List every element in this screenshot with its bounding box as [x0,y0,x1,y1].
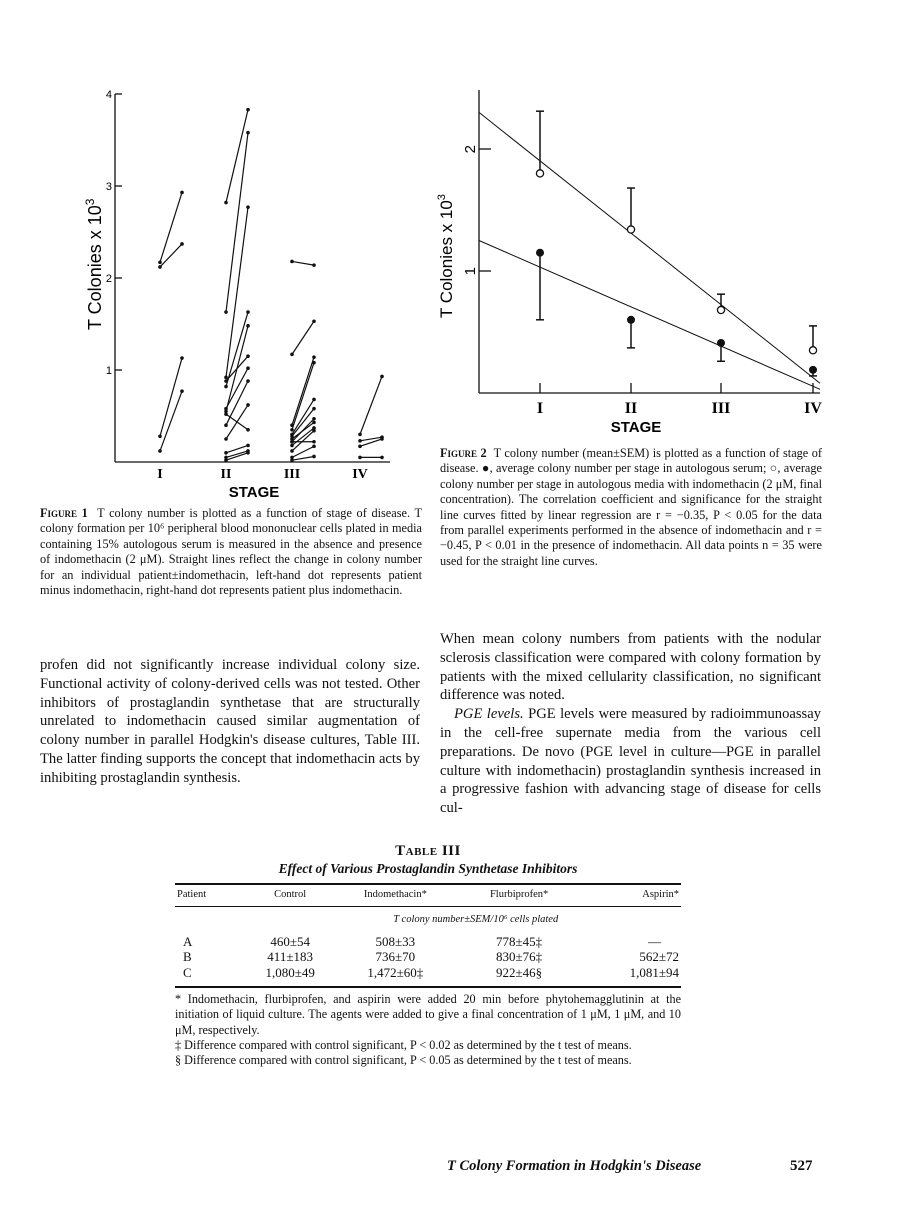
figure-2-x-axis-label: STAGE [610,419,662,436]
y-tick-label: 2 [462,145,479,154]
table-row [175,934,681,950]
figure-2-caption-label: Figure 2 [440,446,487,460]
open-circle-marker [717,306,724,313]
figure-2-plot [430,80,850,440]
y-tick-label: 1 [105,365,112,377]
y-tick-label: 4 [105,89,112,101]
body-paragraph: When mean colony numbers from patients with the nodular sclerosis classification were compared with colony formation by patients with the mixed cellularity classification, no significant difference was noted. [440,631,821,704]
figure-1-x-axis-label: STAGE [228,484,280,500]
regression-line [479,112,820,383]
table-footnotes [175,992,681,1068]
filled-circle-marker [536,249,544,257]
cell-indomethacin: 508±33 [375,933,416,949]
patient-pair-line [358,375,384,437]
filled-circle-marker [627,316,635,324]
patient-pair-line [358,456,384,460]
figure-1-y-axis-label: T Colonies x $10^3$ [83,198,105,330]
x-tick-label-stage-IV: IV [804,400,822,417]
regression-line [479,241,820,390]
figure-1-caption-label: Figure 1 [40,506,88,520]
figure-2 [430,80,850,440]
cell-flurbiprofen: 830±76‡ [496,949,543,964]
x-tick-label-stage-III: III [283,467,301,482]
x-tick-label-stage-I: I [536,400,544,417]
footnote: ‡ Difference compared with control significant, P < 0.02 as determined by the t test of means. [175,1037,632,1052]
column-header: Control [274,889,307,900]
figure-1-data-lines [158,108,384,462]
open-circle-marker [536,170,543,177]
column-header: Patient [177,889,207,900]
patient-pair-line [358,435,384,442]
cell-control: 460±54 [270,933,310,949]
column-header: Aspirin* [642,889,679,900]
x-tick-label-stage-IV: IV [352,467,368,482]
table-title: Table III [395,843,461,859]
table-subtitle: Effect of Various Prostaglandin Synthetase Inhibitors [278,861,578,876]
cell-flurbiprofen: 922±46§ [496,964,543,980]
patient-pair-line [290,260,316,267]
patient-pair-line [290,426,316,447]
cell-aspirin: 1,081±94 [629,964,679,980]
table-row [175,965,681,988]
cell-indomethacin: 1,472±60‡ [367,964,424,980]
table-grid [175,883,681,990]
x-tick-label-stage-II: II [220,467,232,482]
x-tick-label-stage-III: III [711,400,731,417]
cell-patient: B [183,949,192,964]
figure-2-axes [462,90,822,417]
cell-patient: C [183,964,192,980]
cell-aspirin: — [648,933,661,949]
open-circle-marker [627,226,634,233]
filled-circle-marker [717,339,725,347]
figure-1-caption [40,506,422,598]
y-tick-label: 2 [105,273,112,285]
figure-2-data [479,111,820,389]
cell-control: 411±183 [267,949,313,964]
figure-1-caption-text: T colony number is plotted as a function of stage of disease. T colony formation per 10⁶ peripheral blood mononuclear cells plated in media containing 15% autologous serum is measured in the absence and presence of indomethacin (2 μM). Straight lines reflect the change in colony number for an individual patient±indomethacin, left-hand dot represents patient minus indomethacin, right-hand dot represents patient plus indomethacin. [40,506,422,598]
column-header: Indomethacin* [363,889,427,900]
open-circle-marker [809,347,816,354]
patient-pair-line [290,319,316,356]
patient-pair-line [158,191,184,265]
footnote: § Difference compared with control significant, P < 0.05 as determined by the t test of means. [175,1053,632,1068]
table-row [175,949,681,965]
figure-2-caption [440,446,822,569]
cell-control: 1,080±49 [265,964,315,980]
cell-patient: A [183,933,193,949]
filled-circle-marker [809,366,817,374]
table-3 [175,843,681,1068]
running-title: T Colony Formation in Hodgkin's Disease [447,1158,702,1174]
column-header: Flurbiprofen* [489,889,549,900]
body-paragraph: profen did not significantly increase individual colony size. Functional activity of colony-derived cells was not tested. Other inhibitors of prostaglandin synthetase that are structurally unrelated to indomethacin caused similar augmentation of colony number in parallel Hodgkin's disease cultures, Table III. The latter finding supports the concept that indomethacin acts by inhibiting prostaglandin synthesis. [40,657,420,786]
right-column-text [440,630,821,818]
figure-1 [40,80,440,500]
figure-1-plot [40,80,440,500]
patient-pair-line [224,449,250,459]
patient-pair-line [290,429,316,453]
y-tick-label: 3 [105,181,112,193]
section-heading-inline: PGE levels. [454,706,524,723]
table-units-row: T colony number±SEM/10⁶ cells plated [393,914,559,925]
y-tick-label: 1 [462,267,479,276]
cell-indomethacin: 736±70 [375,949,416,964]
figure-1-axes [106,89,390,482]
series-serum [479,241,820,390]
x-tick-label-stage-II: II [624,400,638,417]
paragraph-text: PGE levels were measured by radioimmunoassay in the cell-free supernate media from the various cell preparations. De novo (PGE level in culture—PGE in parallel culture with indomethacin) prostaglandin synthesis increased in a progressive fashion with advancing stage of disease for cells cul- [440,706,821,817]
body-paragraph-pge-levels [440,705,821,818]
left-column-text [40,656,420,788]
page-number: 527 [790,1158,813,1174]
cell-aspirin: 562±72 [639,949,679,964]
x-tick-label-stage-I: I [157,467,163,482]
patient-pair-line [224,310,250,388]
series-indomethacin [479,111,820,383]
patient-pair-line [224,108,250,205]
figure-2-y-axis-label: T Colonies x $10^3$ [436,194,456,318]
figure-2-caption-text: T colony number (mean±SEM) is plotted as a function of stage of disease. ●, average colony number per stage in autologous serum; ○, average colony number per stage in autologous media with indomethacin (2 μM, final concentration). The correlation coefficient and significance for the straight line curves fitted by linear regression are r = −0.35, P < 0.05 for the data from parallel experiments performed in the absence of indomethacin and r = −0.45, P < 0.01 in the presence of indomethacin. All data points n = 35 were used for the straight line curves. [440,446,822,568]
cell-flurbiprofen: 778±45‡ [496,933,543,949]
footnote: * Indomethacin, flurbiprofen, and aspirin were added 20 min before phytohemagglutinin at the initiation of liquid culture. The agents were added to give a final concentration of 1 μM, 1 μM, and 10 μM, respectively. [175,992,681,1037]
